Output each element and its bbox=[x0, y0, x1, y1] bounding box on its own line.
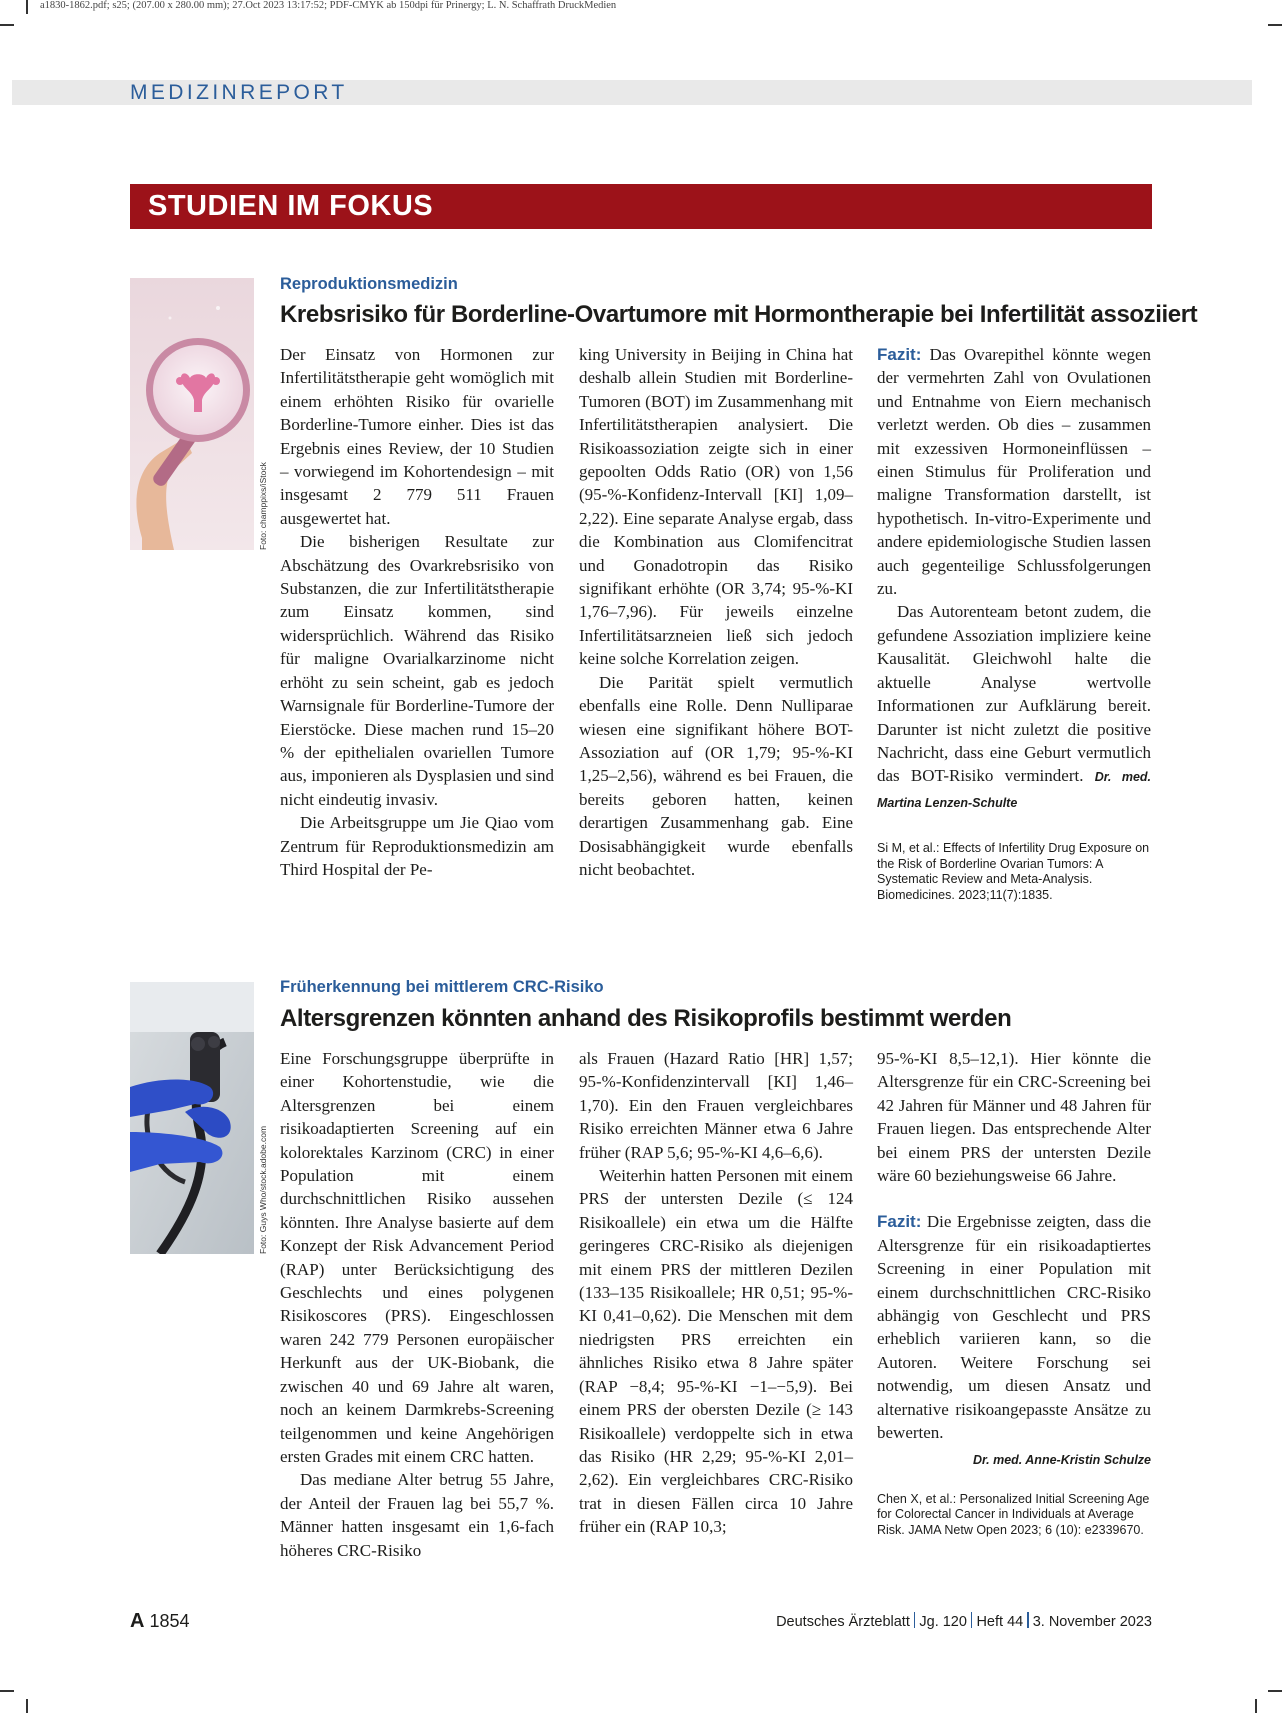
article1-col1-paragraph-1: Der Einsatz von Hormonen zur Infertilitätstherapie geht womöglich mit einem erhöhten Risiko für ovarielle Borderline-Tumore einher. Dies ist das Ergebnis eines Review, der 10 Studien – vorwiegend im Kohortendesign – mit insgesamt 2 779 511 Frauen ausgewertet hat. bbox=[280, 345, 554, 528]
crop-mark-bottom-right-v bbox=[1255, 1699, 1257, 1713]
article1-photo-credit: Foto: champpixs/iStock bbox=[258, 462, 268, 550]
page-number-value: 1854 bbox=[149, 1611, 190, 1631]
article2-column-3 bbox=[877, 1047, 1151, 1538]
crop-mark-top-right-h bbox=[1268, 24, 1282, 26]
focus-title-bar: STUDIEN IM FOKUS bbox=[130, 184, 1152, 229]
separator bbox=[1027, 1612, 1029, 1628]
crop-mark-bottom-left-v bbox=[26, 1699, 28, 1713]
journal-name: Deutsches Ärzteblatt bbox=[776, 1614, 910, 1630]
article1-col2-paragraph-2: Die Parität spielt vermutlich ebenfalls eine Rolle. Denn Nulliparae wiesen eine signifikant höhere BOT-Assoziation auf (OR 1,79; 95-%-KI 1,25–2,56), während es bei Frauen, die bereits geboren hatten, keinen derartigen Zusammenhang gab. Eine Dosisabhängigkeit wurde ebenfalls nicht beobachtet. bbox=[579, 672, 853, 879]
article1-reference: Si M, et al.: Effects of Infertility Drug Exposure on the Risk of Borderline Ovarian Tumors: A Systematic Review and Meta-Analysis. Biomedicines. 2023;11(7):1835. bbox=[877, 841, 1150, 902]
crop-mark-top-left bbox=[26, 0, 28, 14]
article2-col2-paragraph-2: Weiterhin hatten Personen mit einem PRS der untersten Dezile (≤ 124 Risikoallele) ein etwa um die Hälfte geringeres CRC-Risiko als diejenigen mit einem PRS der mittleren Dezilen (133–135 Risikoallele; HR 0,51; 95-%-KI 0,41–0,62). Die Menschen mit dem niedrigsten PRS erreichten ein ähnliches Risiko etwa 8 Jahre später (RAP −8,4; 95-%-KI −1–−5,9). Bei einem PRS der obersten Dezile (≥ 143 Risikoallele) verdoppelte sich in etwa das Risiko (HR 2,29; 95-%-KI 2,01–2,62). Ein vergleichbares CRC-Risiko trat in diesen Fällen circa 10 Jahre früher ein (RAP 10,3; bbox=[579, 1166, 853, 1537]
article1-fazit-text: Das Ovarepithel könnte wegen der vermehrten Zahl von Ovulationen und Entnahme von Eiern mechanisch verletzt werden. Ob dies – zusammen mit exzessiven Hormoneinflüssen – einen Stimulus für Proliferation und maligne Transformation darstellt, ist hypothetisch. In-vitro-Experimente und andere epidemiologische Studien lassen auch gegenteilige Schlussfolgerungen zu. bbox=[877, 345, 1151, 599]
article2-fazit-label: Fazit: bbox=[877, 1212, 922, 1232]
print-metadata: a1830-1862.pdf; s25; (207.00 x 280.00 mm); 27.Oct 2023 13:17:52; PDF-CMYK ab 150dpi für Prinergy; L. N. Schaffrath DruckMedien bbox=[40, 0, 617, 11]
article2-author: Dr. med. Anne-Kristin Schulze bbox=[972, 1452, 1151, 1467]
page-number bbox=[130, 1610, 190, 1633]
section-label: MEDIZINREPORT bbox=[130, 81, 348, 104]
article1-col1-paragraph-3: Die Arbeitsgruppe um Jie Qiao vom Zentrum für Reproduktionsmedizin am Third Hospital der Pe- bbox=[280, 813, 554, 879]
article1-col3-text: Das Autorenteam betont zudem, die gefundene Assoziation impliziere keine Kausalität. Gleichwohl halte die aktuelle Analyse wertvolle Informationen zur Aufklärung bereit. Darunter ist nicht zuletzt die positive Nachricht, dass eine Geburt vermutlich das BOT-Risiko vermindert. bbox=[877, 602, 1151, 786]
article2-fazit-paragraph bbox=[877, 1210, 1151, 1444]
article1-fazit-paragraph bbox=[877, 343, 1151, 600]
article2-col3-paragraph-1: 95-%-KI 8,5–12,1). Hier könnte die Altersgrenze für ein CRC-Screening bei 42 Jahren für Männer und 48 Jahren für Frauen liegen. Das entsprechende Alter bei einem PRS der untersten Dezile wäre 60 beziehungsweise 66 Jahre. bbox=[877, 1049, 1151, 1186]
magnifier-uterus-illustration bbox=[130, 278, 254, 550]
article1-column-3 bbox=[877, 343, 1151, 903]
journal-volume: Jg. 120 bbox=[919, 1614, 967, 1630]
article2-column-2 bbox=[579, 1047, 853, 1539]
crop-mark-top-left-h bbox=[0, 24, 14, 26]
article2-author-line bbox=[877, 1447, 1151, 1472]
article2-photo bbox=[130, 982, 254, 1254]
journal-info bbox=[776, 1612, 1152, 1630]
article2-reference: Chen X, et al.: Personalized Initial Screening Age for Colorectal Cancer in Individuals at Average Risk. JAMA Netw Open 2023; 6 (10): e2339670. bbox=[877, 1491, 1150, 1537]
article1-kicker: Reproduktionsmedizin bbox=[280, 275, 458, 293]
article1-fazit-label: Fazit: bbox=[877, 345, 922, 364]
article1-photo bbox=[130, 278, 254, 550]
article2-kicker: Früherkennung bei mittlerem CRC-Risiko bbox=[280, 978, 604, 996]
article2-col1-paragraph-2: Das mediane Alter betrug 55 Jahre, der Anteil der Frauen lag bei 55,7 %. Männer hatten insgesamt ein 1,6-fach höheres CRC-Risiko bbox=[280, 1470, 554, 1560]
article2-headline: Altersgrenzen könnten anhand des Risikoprofils bestimmt werden bbox=[280, 1005, 1012, 1032]
article2-col1-paragraph-1: Eine Forschungsgruppe überprüfte in einer Kohortenstudie, wie die Altersgrenzen bei einem risikoadaptierten Screening auf ein kolorektales Karzinom (CRC) in einer Population mit einem durchschnittlichen Risiko aussehen könnten. Ihre Analyse basierte auf dem Konzept der Risk Advancement Period (RAP) unter Berücksichtigung des Geschlechts und eines polygenen Risikoscores (PRS). Eingeschlossen waren 242 779 Personen europäischer Herkunft aus der UK-Biobank, die zwischen 40 und 69 Jahre alt waren, noch an keinem Darmkrebs-Screening teilgenommen und keine Angehörigen ersten Grades mit einem CRC hatten. bbox=[280, 1049, 554, 1466]
article1-headline: Krebsrisiko für Borderline-Ovartumore mit Hormontherapie bei Infertilität assoziiert bbox=[280, 301, 1198, 328]
journal-issue: Heft 44 bbox=[976, 1614, 1024, 1630]
article2-photo-credit: Foto: Guys Who/stock.adobe.com bbox=[258, 1125, 268, 1254]
article1-column-2 bbox=[579, 343, 853, 881]
article2-fazit-text: Die Ergebnisse zeigten, dass die Altersgrenze für ein risikoadaptiertes Screening in einer Population mit einem durchschnittlichen CRC-Risiko abhängig von Geschlecht und PRS erheblich variieren kann, so die Autoren. Weitere Forschung sei notwendig, um diesen Ansatz und alternative risikoangepasste Ansätze zu bewerten. bbox=[877, 1212, 1151, 1443]
separator bbox=[971, 1612, 973, 1628]
article2-paragraph-gap bbox=[877, 1187, 1151, 1210]
article1-col1-paragraph-2: Die bisherigen Resultate zur Abschätzung des Ovarkrebsrisiko von Substanzen, die zur Infertilitätstherapie zum Einsatz kommen, sind widersprüchlich. Während das Risiko für maligne Ovarialkarzinome nicht erhöht zu sein scheint, gab es jedoch Warnsignale für Borderline-Tumore der Eierstöcke. Diese machen rund 15–20 % der epithelialen ovariellen Tumore aus, imponieren als Dysplasien und sind nicht eindeutig invasiv. bbox=[280, 532, 554, 809]
article2-col2-paragraph-1: als Frauen (Hazard Ratio [HR] 1,57; 95-%-Konfidenzintervall [KI] 1,46–1,70). Ein den Frauen vergleichbares Risiko erreichten Männer etwa 6 Jahre früher (RAP 5,6; 95-%-KI 4,6–6,6). bbox=[579, 1049, 853, 1162]
journal-date: 3. November 2023 bbox=[1032, 1614, 1152, 1630]
article1-column-1 bbox=[280, 343, 554, 881]
article1-col3-paragraph-2 bbox=[877, 600, 1151, 815]
article1-col2-paragraph-1: king University in Beijing in China hat deshalb allein Studien mit Borderline-Tumoren (BOT) im Zusammenhang mit Infertilitätstherapien analysiert. Die Risikoassoziation zeigte sich in einer gepoolten Odds Ratio (OR) von 1,56 (95-%-Konfidenz-Intervall [KI] 1,09–2,22). Eine separate Analyse ergab, dass die Kombination aus Clomifencitrat und Gonadotropin das Risiko signifikant erhöhte (OR 3,74; 95-%-KI 1,76–7,96). Für jeweils einzelne Infertilitätsarzneien ließ sich jedoch keine solche Korrelation zeigen. bbox=[579, 345, 853, 669]
crop-mark-bottom-right bbox=[1268, 1690, 1282, 1692]
article1-author: Dr. med. Martina Lenzen-Schulte bbox=[877, 770, 1152, 810]
separator bbox=[914, 1612, 916, 1628]
endoscope-hands-photo bbox=[130, 982, 254, 1254]
article2-column-1 bbox=[280, 1047, 554, 1562]
crop-mark-bottom-left bbox=[0, 1690, 14, 1692]
page-prefix: A bbox=[130, 1610, 145, 1632]
